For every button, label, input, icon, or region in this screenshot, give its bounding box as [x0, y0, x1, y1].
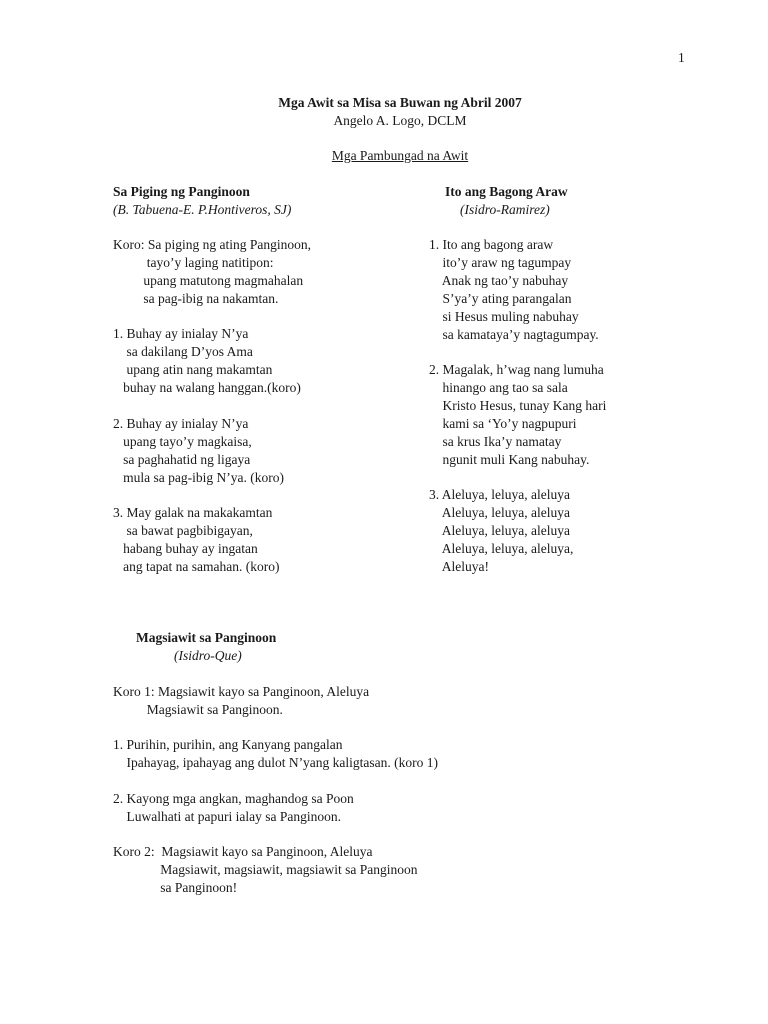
lyric-line: Magsiawit, magsiawit, magsiawit sa Panginoon: [113, 862, 418, 877]
lyric-line: Aleluya, leluya, aleluya: [429, 523, 570, 538]
lyric-line: upang atin nang makamtan: [113, 362, 273, 377]
lyric-line: 1. Buhay ay inialay N’ya: [113, 326, 249, 341]
section-heading: Mga Pambungad na Awit: [331, 148, 469, 163]
lyric-line: Aleluya!: [429, 559, 489, 574]
lyric-line: sa paghahatid ng ligaya: [113, 452, 251, 467]
lyric-line: Koro 1: Magsiawit kayo sa Panginoon, Aleluya: [113, 684, 370, 699]
lyric-line: 2. Buhay ay inialay N’ya: [113, 416, 249, 431]
lyric-line: ngunit muli Kang nabuhay.: [429, 452, 590, 467]
document-title: Mga Awit sa Misa sa Buwan ng Abril 2007: [278, 95, 522, 110]
lyric-line: Aleluya, leluya, aleluya,: [429, 541, 574, 556]
lyric-line: tayo’y laging natitipon:: [113, 255, 274, 270]
song3-title: Magsiawit sa Panginoon: [136, 630, 277, 645]
lyric-line: sa kamataya’y nagtagumpay.: [429, 327, 599, 342]
song2-title: Ito ang Bagong Araw: [445, 184, 568, 199]
lyric-line: S’ya’y ating parangalan: [429, 291, 572, 306]
lyric-line: 3. Aleluya, leluya, aleluya: [429, 487, 570, 502]
lyric-line: 3. May galak na makakamtan: [113, 505, 273, 520]
lyric-line: 2. Magalak, h’wag nang lumuha: [429, 362, 604, 377]
lyric-line: 1. Purihin, purihin, ang Kanyang pangalan: [113, 737, 343, 752]
lyric-line: ang tapat na samahan. (koro): [113, 559, 280, 574]
lyric-line: ito’y araw ng tagumpay: [429, 255, 572, 270]
lyric-line: sa dakilang D’yos Ama: [113, 344, 253, 359]
lyric-line: kami sa ‘Yo’y nagpupuri: [429, 416, 577, 431]
lyric-line: Anak ng tao’y nabuhay: [429, 273, 569, 288]
lyric-line: Koro: Sa piging ng ating Panginoon,: [113, 237, 311, 252]
lyric-line: Magsiawit sa Panginoon.: [113, 702, 283, 717]
song2-credits: (Isidro-Ramirez): [460, 202, 550, 217]
song3-credits: (Isidro-Que): [174, 648, 242, 663]
lyric-line: Koro 2: Magsiawit kayo sa Panginoon, Aleluya: [113, 844, 373, 859]
lyric-line: sa krus Ika’y namatay: [429, 434, 562, 449]
lyric-line: 1. Ito ang bagong araw: [429, 237, 554, 252]
lyric-line: 2. Kayong mga angkan, maghandog sa Poon: [113, 791, 354, 806]
lyric-line: buhay na walang hanggan.(koro): [113, 380, 301, 395]
lyric-line: sa bawat pagbibigayan,: [113, 523, 253, 538]
lyric-line: Ipahayag, ipahayag ang dulot N’yang kaligtasan. (koro 1): [113, 755, 439, 770]
page-number: 1: [678, 50, 685, 65]
lyric-line: si Hesus muling nabuhay: [429, 309, 579, 324]
lyric-line: upang tayo’y magkaisa,: [113, 434, 252, 449]
song1-credits: (B. Tabuena-E. P.Hontiveros, SJ): [113, 202, 292, 217]
lyric-line: Kristo Hesus, tunay Kang hari: [429, 398, 607, 413]
lyric-line: hinango ang tao sa sala: [429, 380, 568, 395]
lyric-line: upang matutong magmahalan: [113, 273, 304, 288]
lyric-line: habang buhay ay ingatan: [113, 541, 258, 556]
lyric-line: sa Panginoon!: [113, 880, 238, 895]
lyric-line: Aleluya, leluya, aleluya: [429, 505, 570, 520]
song1-title: Sa Piging ng Panginoon: [113, 184, 250, 199]
lyric-line: Luwalhati at papuri ialay sa Panginoon.: [113, 809, 341, 824]
document-author: Angelo A. Logo, DCLM: [333, 113, 467, 128]
lyric-line: mula sa pag-ibig N’ya. (koro): [113, 470, 284, 485]
lyric-line: sa pag-ibig na nakamtan.: [113, 291, 279, 306]
